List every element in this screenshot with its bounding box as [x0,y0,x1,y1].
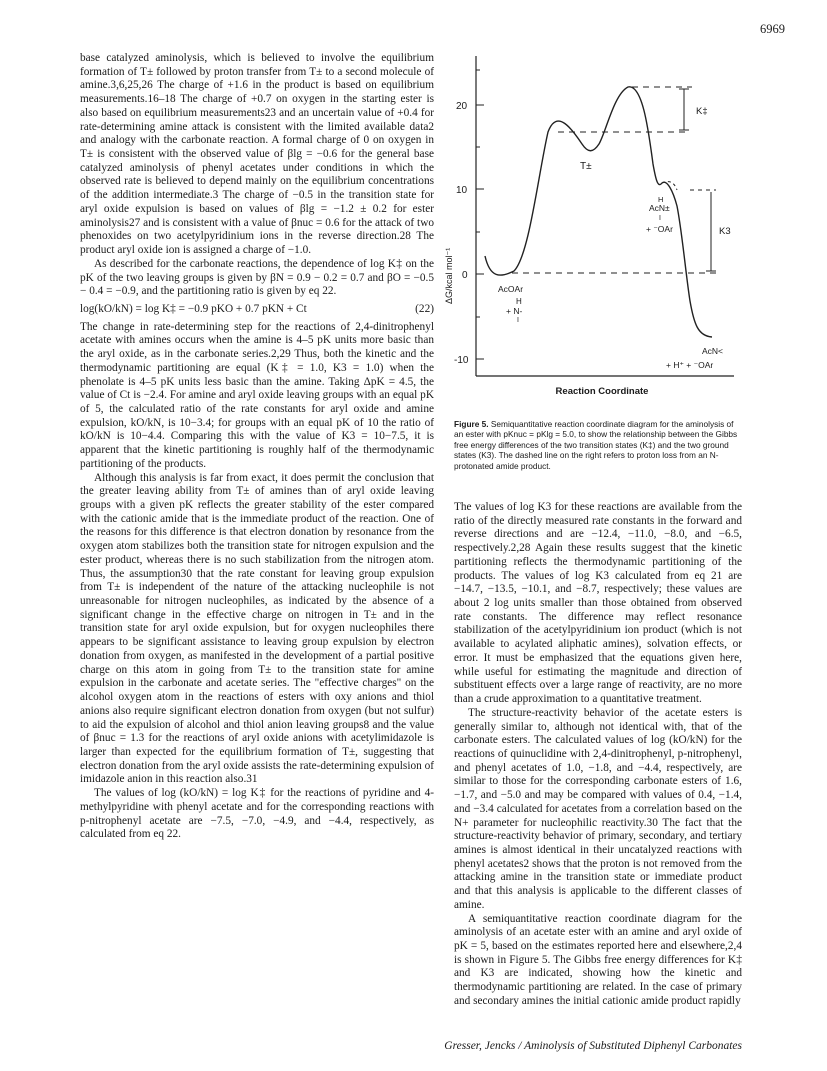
product-label: AcN< [702,346,724,356]
y-tick-label: -10 [454,355,469,366]
x-axis-label: Reaction Coordinate [555,386,649,397]
left-column [80,52,434,842]
start-label: H [516,297,522,306]
paragraph: As described for the carbonate reactions, the dependence of log K‡ on the pK of the two leaving groups is given by βN = 0.9 − 0.2 = 0.7 and βO = −0.5 − 0.4 = −0.9, and the partitioning ratio is given by eq 22. [80,257,434,298]
mid-label: AcN± [649,203,670,213]
caption-text: Semiquantitative reaction coordinate diagram for the aminolysis of an ester with pKnuc = pKlg = 5.0, to show the relationship between the Gibbs free energy differences of the two transition states (K‡) and the two ground states (K3). The dashed line on the right refers to proton loss from an N-protonated amide product. [454,419,738,471]
mid-label: + ⁻OAr [646,224,673,234]
start-label: I [517,317,519,324]
paragraph: The values of log (kO/kN) = log K‡ for the reactions of pyridine and 4-methylpyridine with phenyl acetate and for the corresponding reactions with p-nitrophenyl acetate are −7.5, −7.0, −4.9, and −4.4, respectively, as calculated from eq 22. [80,787,434,841]
y-tick-label: 10 [456,185,468,196]
right-column [454,501,742,1009]
y-axis-label: ΔG/kcal mol⁻¹ [444,247,454,304]
y-tick-label: 20 [456,101,468,112]
equation-22 [80,303,434,317]
caption-label: Figure 5. [454,419,489,429]
y-tick-label: 0 [462,270,468,281]
figure-caption [454,419,742,471]
start-label: + N- [506,306,523,316]
paragraph: The values of log K3 for these reactions are available from the ratio of the directly measured rate constants in the forward and reverse directions and are −12.4, −11.0, −8.0, and −6.5, respectively.2,28 Again these results suggest that the kinetic partitioning reflects the thermodynamic partitioning of the products. The values of log K3 calculated from eq 21 are −14.7, −13.5, −10.1, and −8.7, respectively; these values are about 2 log units smaller than those obtained from observed rate constants. The difference may reflect resonance stabilization of the acetylpyridinium ion product (which is not available to acylated aliphatic amines), solvation effects, or error. It must be emphasized that the equations given here, while useful for estimating the magnitude and direction of substituent effects over a large range of reactivity, are no more than a crude approximation to a quantitative treatment. [454,501,742,706]
paragraph: Although this analysis is far from exact, it does permit the conclusion that the greater leaving ability from T± of amines than of aryl oxide leaving groups with a given pK reflects the greater stability of the ester compared with the cationic amide that is the immediate product of the reaction. One of the reasons for this difference is that electron donation by resonance from the oxygen atom stabilizes both the transition state for nitrogen expulsion and the ester product, whereas there is no such stabilization from the nitrogen atom. Thus, the assumption30 that the rate constant for leaving group expulsion from T± is independent of the nature of the attacking nucleophile is not unreasonable for nitrogen nucleophiles, as indicated by the absence of a significant change in the effective charge on nitrogen in T± and in the transition state for aryl oxide expulsion, but for oxygen nucleophiles there appears to be significant assistance to leaving group expulsion by electron donation from oxygen, as manifested in the development of a partial positive charge on this atom in going from T± to the transition state for amine expulsion in the carbonate and acetate series. The "effective charges" on the alcohol oxygen atom in the reactions of esters with oxy anions and thiol anions also require significant electron donation from oxygen (but not sulfur) to aid the expulsion of alcohol and thiol anion leaving groups8 and the value of βnuc = 1.3 for the reactions of aryl oxide anions with acetylimidazole is larger than expected for the equilibrium formation of T±, suggesting that electron donation from the aryl oxide assists the rate-determining expulsion of imidazole anion in this reaction also.31 [80,471,434,786]
reaction-coordinate-diagram [444,56,742,416]
paragraph: The change in rate-determining step for the reactions of 2,4-dinitrophenyl acetate with amines occurs when the amine is 4–5 pK units more basic than the aryl oxide, as in the carbonate series.2,29 Thus, both the kinetic and the thermodynamic partitioning are equal (K‡ = 1.0, K3 = 1.0) when the phenolate is 4–5 pK units less basic than the amine. Taking ΔpK = 4.5, the value of Ct is −2.4. For amine and aryl oxide leaving groups with an equal pK of 5, the calculated ratio of the rate constants for aryl oxide and amine expulsion, kO/kN, is 10−3.4; for groups with an equal pK of 10 the ratio of kO/kN is 10−4.4. Comparing this with the value of K3 = 10−7.5, it is apparent that the kinetic partitioning is roughly half of the thermodynamic partitioning of the products. [80,320,434,470]
mid-label: I [659,215,661,222]
paragraph: The structure-reactivity behavior of the acetate esters is generally similar to, although not identical with, that of the carbonate esters. The calculated values of log (kO/kN) for the reactions of quinuclidine with 2,4-dinitrophenyl, p-nitrophenyl, and phenyl acetates of 1.0, −1.8, and −4.4, respectively, are similar to those for the corresponding carbonate esters of 1.6, −1.7, and −5.0 and may be compared with values of 0.4, −1.4, and −3.4 calculated for acetates from a correlation based on the N+ parameter for nucleophilic reactivity.30 The fact that the structure-reactivity behavior of primary, secondary, and tertiary amines is almost identical in their uncatalyzed reactions with phenyl acetates2 shows that the proton is not removed from the attacking amine in the transition state or immediate product and that this analysis is applicable to the different classes of amine. [454,706,742,911]
paragraph: A semiquantitative reaction coordinate diagram for the aminolysis of an acetate ester with an amine and aryl oxide of pK = 5, based on the estimates reported here and elsewhere,2,4 is shown in Figure 5. The Gibbs free energy differences for K‡ and K3 are indicated, showing how the kinetic and thermodynamic partitioning are related. In the case of primary and secondary amines the initial cationic amide product rapidly [454,912,742,1007]
k3-label: K3 [719,226,731,237]
k-ddag-label: K‡ [696,106,708,117]
product-label: + H⁺ + ⁻OAr [666,360,714,370]
t-pm-label: T± [580,161,592,172]
figure-5 [444,56,742,416]
equation-number: (22) [415,302,434,315]
start-label: AcOAr [498,284,524,294]
page-number: 6969 [760,22,785,36]
running-footer: Gresser, Jencks / Aminolysis of Substituted Diphenyl Carbonates [444,1040,742,1052]
mid-label: H [658,195,664,204]
paragraph: base catalyzed aminolysis, which is believed to involve the equilibrium formation of T± followed by proton transfer from T± to a second molecule of amine.3,6,25,26 The charge of +1.6 in the product is based on equilibrium measurements.16–18 The charge of +0.7 on oxygen in the starting ester is also based on equilibrium measurements23 and an uncertain value of +0.4 for rate-determining amine attack is consistent with the limited available data2 and analogy with the carbonate reaction. A formal charge of 0 on oxygen in T± is consistent with the observed value of βlg = −0.6 for the general base catalyzed aminolysis of phenyl acetates under conditions in which the observed rate is believed to depend mainly on the equilibrium concentrations of the addition intermediate.3 The charge of −0.5 in the transition state for aryl oxide expulsion is based on values of βlg = −1.2 ± 0.2 for ester aminolysis27 and is consistent with a value of βnuc = 0.6 for the attack of two phenoxides on two acetylpyridinium ions in the reverse direction.28 The product aryl oxide ion is assigned a charge of −1.0. [80,52,434,257]
equation-text: log(kO/kN) = log K‡ = −0.9 pKO + 0.7 pKN + Ct [80,302,307,315]
